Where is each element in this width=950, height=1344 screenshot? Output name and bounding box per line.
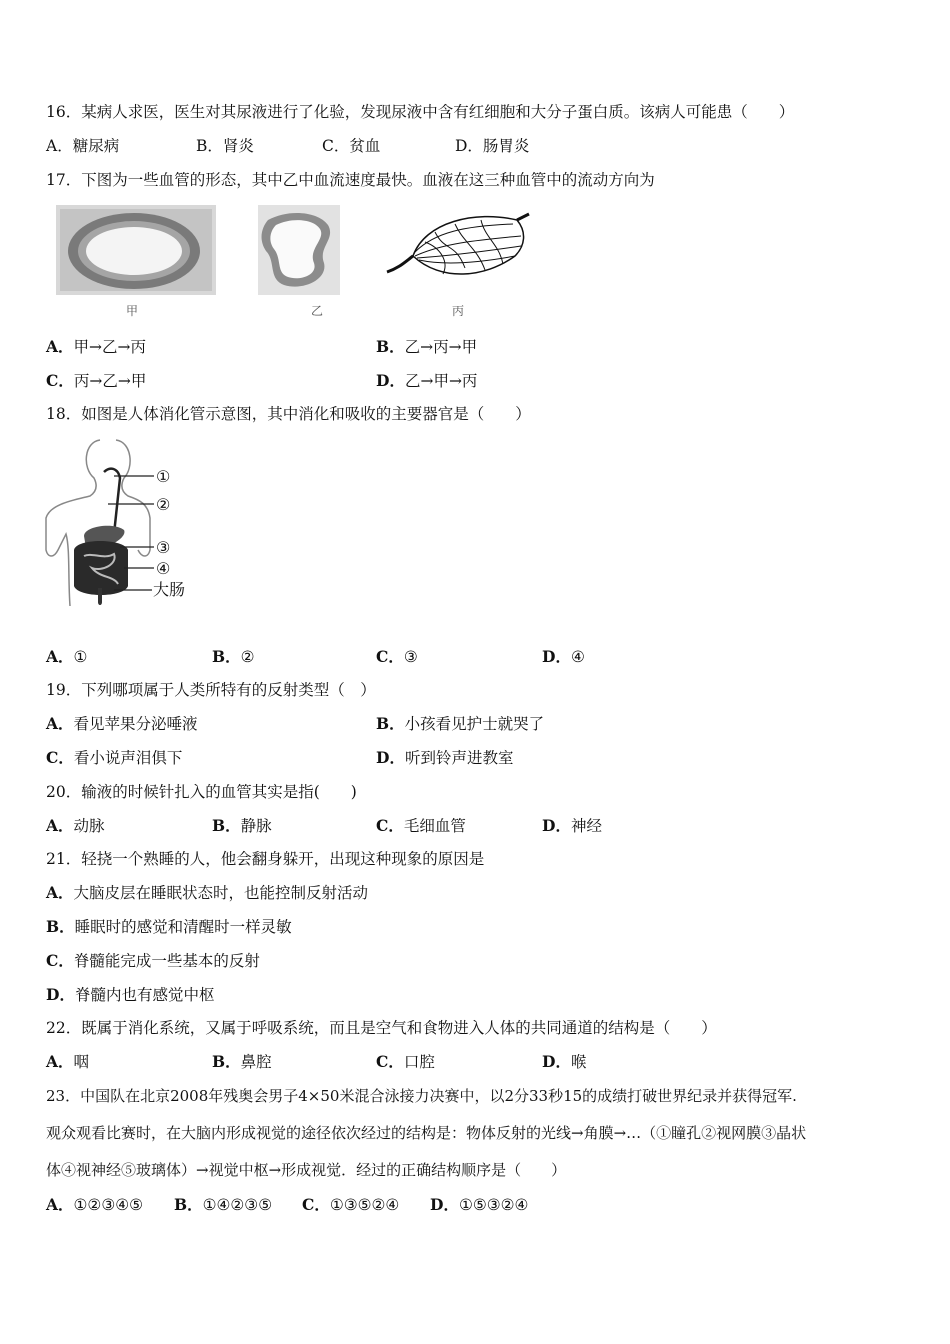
q20-option-b: 静脉 [240,817,272,835]
marker-3: ③ [156,538,171,557]
q16-option-c: C．贫血 [322,137,381,155]
vessel-capillary-figure [385,212,531,284]
q19-stem: 19．下列哪项属于人类所特有的反射类型（ ） [46,681,376,699]
q21-option-c: 脊髓能完成一些基本的反射 [73,952,260,970]
q20-option-c: 毛细血管 [403,817,466,835]
q20-option-a: 动脉 [73,817,105,835]
q18-option-b-label: B． [212,647,241,666]
q16-stem: 16．某病人求医，医生对其尿液进行了化验，发现尿液中含有红细胞和大分子蛋白质。该病人可能患（ ） [46,103,795,121]
q22-option-a: 咽 [73,1053,90,1071]
vessel-artery-figure [56,205,216,295]
q20-option-d-label: D． [542,816,571,835]
q18-option-c: ③ [403,648,418,666]
q22-option-d: 喉 [570,1053,587,1071]
q16-option-d: D．肠胃炎 [455,137,530,155]
q21-option-b-label: B． [46,917,75,936]
marker-4: ④ [156,559,171,578]
q21-stem: 21．轻挠一个熟睡的人，他会翻身躲开，出现这种现象的原因是 [46,850,485,868]
q23-option-d: ①⑤③②④ [458,1196,529,1214]
q17-option-c: 丙→乙→甲 [73,372,147,390]
q17-option-a: 甲→乙→丙 [73,338,147,356]
q23-stem-line3: 体④视神经⑤玻璃体）→视觉中枢→形成视觉．经过的正确结构顺序是（ ） [46,1161,567,1179]
q17-caption-bing: 丙 [452,304,465,318]
marker-2: ② [156,495,171,514]
q21-option-d-label: D． [46,985,75,1004]
q16-option-b: B．肾炎 [196,137,254,155]
q19-option-d: 听到铃声进教室 [404,749,514,767]
q19-option-a: 看见苹果分泌唾液 [73,715,198,733]
q16-option-a: A．糖尿病 [46,137,120,155]
q20-stem: 20．输液的时候针扎入的血管其实是指( ) [46,783,357,801]
q17-option-b: 乙→丙→甲 [404,338,478,356]
q23-stem-line2: 观众观看比赛时，在大脑内形成视觉的途径依次经过的结构是：物体反射的光线→角膜→…（①瞳孔②视网膜③晶状 [46,1124,807,1142]
q23-stem-line1: 23．中国队在北京2008年残奥会男子4×50米混合泳接力决赛中，以2分33秒15的成绩打破世界纪录并获得冠军. [46,1087,797,1105]
q18-option-d: ④ [570,648,585,666]
q20-option-c-label: C． [376,816,404,835]
q22-stem: 22．既属于消化系统，又属于呼吸系统，而且是空气和食物进入人体的共同通道的结构是（ ） [46,1019,717,1037]
q20-option-d: 神经 [570,817,602,835]
q21-option-c-label: C． [46,951,74,970]
q22-option-c-label: C． [376,1052,404,1071]
q22-option-b: 鼻腔 [240,1053,272,1071]
marker-1: ① [156,467,171,486]
q23-option-c-label: C． [302,1195,330,1214]
q22-option-d-label: D． [542,1052,571,1071]
q19-option-b-label: B． [376,714,405,733]
q23-option-a-label: A． [46,1195,74,1214]
q17-option-d: 乙→甲→丙 [404,372,478,390]
q19-option-c-label: C． [46,748,74,767]
q21-option-b: 睡眠时的感觉和清醒时一样灵敏 [74,918,292,936]
q18-option-a: ① [73,648,88,666]
q23-option-b-label: B． [174,1195,203,1214]
q17-option-a-label: A． [46,337,74,356]
q17-stem: 17．下图为一些血管的形态，其中乙中血流速度最快。血液在这三种血管中的流动方向为 [46,171,655,189]
q18-stem: 18．如图是人体消化管示意图，其中消化和吸收的主要器官是（ ） [46,405,531,423]
q17-caption-jia: 甲 [126,304,139,318]
q23-option-b: ①④②③⑤ [202,1196,273,1214]
vessel-vein-figure [258,205,340,295]
q17-option-b-label: B． [376,337,405,356]
q19-option-a-label: A． [46,714,74,733]
q23-option-c: ①③⑤②④ [329,1196,400,1214]
q21-option-a-label: A． [46,883,74,902]
q23-option-a: ①②③④⑤ [73,1196,144,1214]
q18-option-b: ② [240,648,255,666]
q21-option-d: 脊髓内也有感觉中枢 [74,986,215,1004]
q18-option-c-label: C． [376,647,404,666]
q17-caption-yi: 乙 [311,304,324,318]
q22-option-a-label: A． [46,1052,74,1071]
q20-option-a-label: A． [46,816,74,835]
q18-option-d-label: D． [542,647,571,666]
q19-option-c: 看小说声泪俱下 [73,749,183,767]
q22-option-b-label: B． [212,1052,241,1071]
q23-option-d-label: D． [430,1195,459,1214]
q19-option-b: 小孩看见护士就哭了 [404,715,545,733]
q20-option-b-label: B． [212,816,241,835]
q17-option-c-label: C． [46,371,74,390]
q22-option-c: 口腔 [403,1053,435,1071]
q18-option-a-label: A． [46,647,74,666]
q19-option-d-label: D． [376,748,405,767]
q21-option-a: 大脑皮层在睡眠状态时，也能控制反射活动 [73,884,369,902]
large-intestine-label: 大肠 [153,580,186,599]
q17-option-d-label: D． [376,371,405,390]
